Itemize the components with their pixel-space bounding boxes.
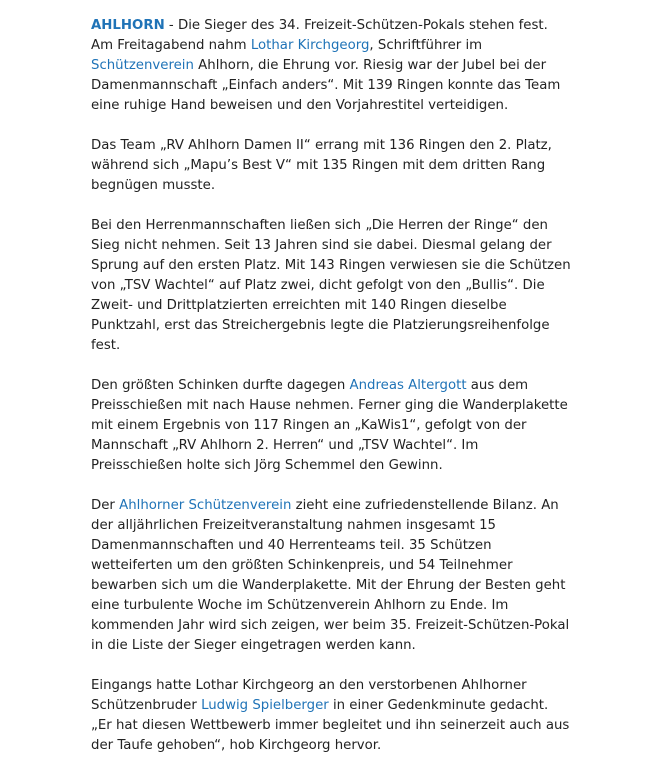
- paragraph-text: Eingangs hatte Lothar Kirchgeorg an den verstorbenen Ahlhorner Schützenbruder: [91, 678, 527, 713]
- paragraph-text: aus dem Preisschießen mit nach Hause nehmen. Ferner ging die Wanderplakette mit einem Ergebnis von 117 Ringen an „KaWis1“, gefolgt von der Mannschaft „RV Ahlhorn 2. Herren“ und „TSV Wachtel“. Im Preisschießen holte sich Jörg Schemmel den Gewinn.: [91, 378, 568, 473]
- paragraph-bilanz: [91, 496, 571, 656]
- paragraph-text: Ahlhorn, die Ehrung vor. Riesig war der Jubel bei der Damenmannschaft „Einfach anders“. Mit 139 Ringen konnte das Team eine ruhige Hand beweisen und den Vorjahrestitel verteidigen.: [91, 58, 561, 113]
- link-andreas-altergott[interactable]: Andreas Altergott: [349, 378, 467, 393]
- paragraph-herren: Bei den Herrenmannschaften ließen sich „Die Herren der Ringe“ den Sieg nicht nehmen. Seit 13 Jahren sind sie dabei. Diesmal gelang der Sprung auf den ersten Platz. Mit 143 Ringen verwiesen sie die Schützen von „TSV Wachtel“ auf Platz zwei, dicht gefolgt von den „Bullis“. Die Zweit- und Drittplatzierten erreichten mit 140 Ringen dieselbe Punktzahl, erst das Streichergebnis legte die Platzierungsreihenfolge fest.: [91, 218, 571, 353]
- paragraph-text: in einer Gedenkminute gedacht. „Er hat diesen Wettbewerb immer begleitet und ihn seinerzeit auch aus der Taufe gehoben“, hob Kirchgeorg hervor.: [91, 698, 570, 753]
- paragraph-gedenken: [91, 676, 571, 756]
- paragraph-text: zieht eine zufriedenstellende Bilanz. An der alljährlichen Freizeitveranstaltung nahmen insgesamt 15 Damenmannschaften und 40 Herrenteams teil. 35 Schützen wetteiferten um den größten Schinkenpreis, und 54 Teilnehmer bewarben sich um die Wanderplakette. Mit der Ehrung der Besten geht eine turbulente Woche im Schützenverein Ahlhorn zu Ende. Im kommenden Jahr wird sich zeigen, wer beim 35. Freizeit-Schützen-Pokal in die Liste der Sieger eingetragen werden kann.: [91, 498, 570, 653]
- paragraph-text: - Die Sieger des 34. Freizeit-Schützen-Pokals stehen fest. Am Freitagabend nahm: [91, 18, 548, 53]
- paragraph-intro: [91, 16, 571, 116]
- link-ahlhorner-schuetzenverein[interactable]: Ahlhorner Schützenverein: [119, 498, 292, 513]
- article-body: [91, 16, 571, 776]
- paragraph-schinken: [91, 376, 571, 476]
- dateline: AHLHORN: [91, 18, 165, 33]
- link-ludwig-spielberger[interactable]: Ludwig Spielberger: [201, 698, 329, 713]
- link-lothar-kirchgeorg[interactable]: Lothar Kirchgeorg: [250, 38, 370, 53]
- paragraph-text: Der: [91, 498, 120, 513]
- paragraph-text: Den größten Schinken durfte dagegen: [91, 378, 350, 393]
- paragraph-damen: Das Team „RV Ahlhorn Damen II“ errang mit 136 Ringen den 2. Platz, während sich „Mapu’s Best V“ mit 135 Ringen mit dem dritten Rang begnügen musste.: [91, 138, 552, 193]
- link-schuetzenverein[interactable]: Schützenverein: [91, 58, 194, 73]
- paragraph-text: , Schriftführer im: [369, 38, 483, 53]
